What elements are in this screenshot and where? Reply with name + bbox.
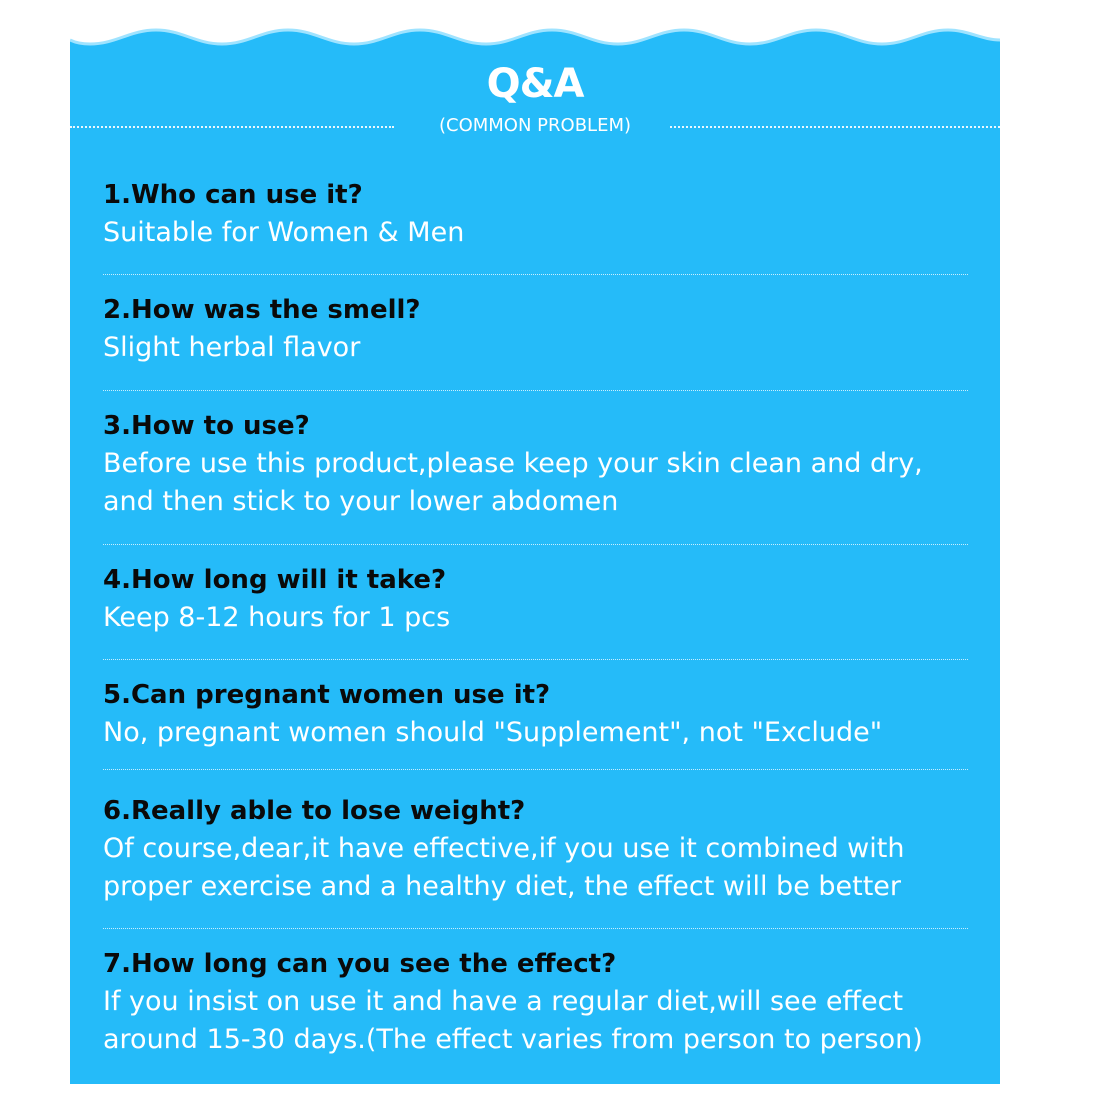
answer-line: Keep 8-12 hours for 1 pcs [103,602,451,633]
question-text: 3.How to use? [103,411,310,441]
wave-top-decoration [70,12,1000,52]
qa-panel [70,12,1000,1084]
divider [103,544,968,545]
divider [103,390,968,391]
qa-item [103,945,968,1059]
subtitle-row [70,114,1000,138]
answer-line: and then stick to your lower abdomen [103,486,619,517]
divider [103,928,968,929]
answer-line: If you insist on use it and have a regular diet,will see effect [103,986,904,1017]
divider [103,769,968,770]
answer-line: Before use this product,please keep your skin clean and dry, [103,448,923,479]
question-text: 5.Can pregnant women use it? [103,680,551,710]
subtitle-rule-right [670,126,1000,128]
question-text: 4.How long will it take? [103,565,447,595]
qa-item [103,792,968,906]
divider [103,659,968,660]
answer-line: proper exercise and a healthy diet, the effect will be better [103,871,902,902]
question-text: 1.Who can use it? [103,180,363,210]
qa-item [103,561,968,637]
question-text: 6.Really able to lose weight? [103,796,526,826]
answer-line: Slight herbal flavor [103,332,361,363]
qa-item [103,291,968,367]
answer-line: around 15-30 days.(The effect varies from person to person) [103,1024,923,1055]
qa-item [103,407,968,521]
divider [103,274,968,275]
answer-line: Of course,dear,it have effective,if you use it combined with [103,833,905,864]
qa-item [103,176,968,252]
qa-item [103,676,968,752]
page-subtitle: (COMMON PROBLEM) [438,115,631,136]
page-title: Q&A [486,61,584,107]
answer-line: Suitable for Women & Men [103,217,465,248]
question-text: 2.How was the smell? [103,295,421,325]
answer-line: No, pregnant women should "Supplement", not "Exclude" [103,717,883,748]
question-text: 7.How long can you see the effect? [103,949,617,979]
